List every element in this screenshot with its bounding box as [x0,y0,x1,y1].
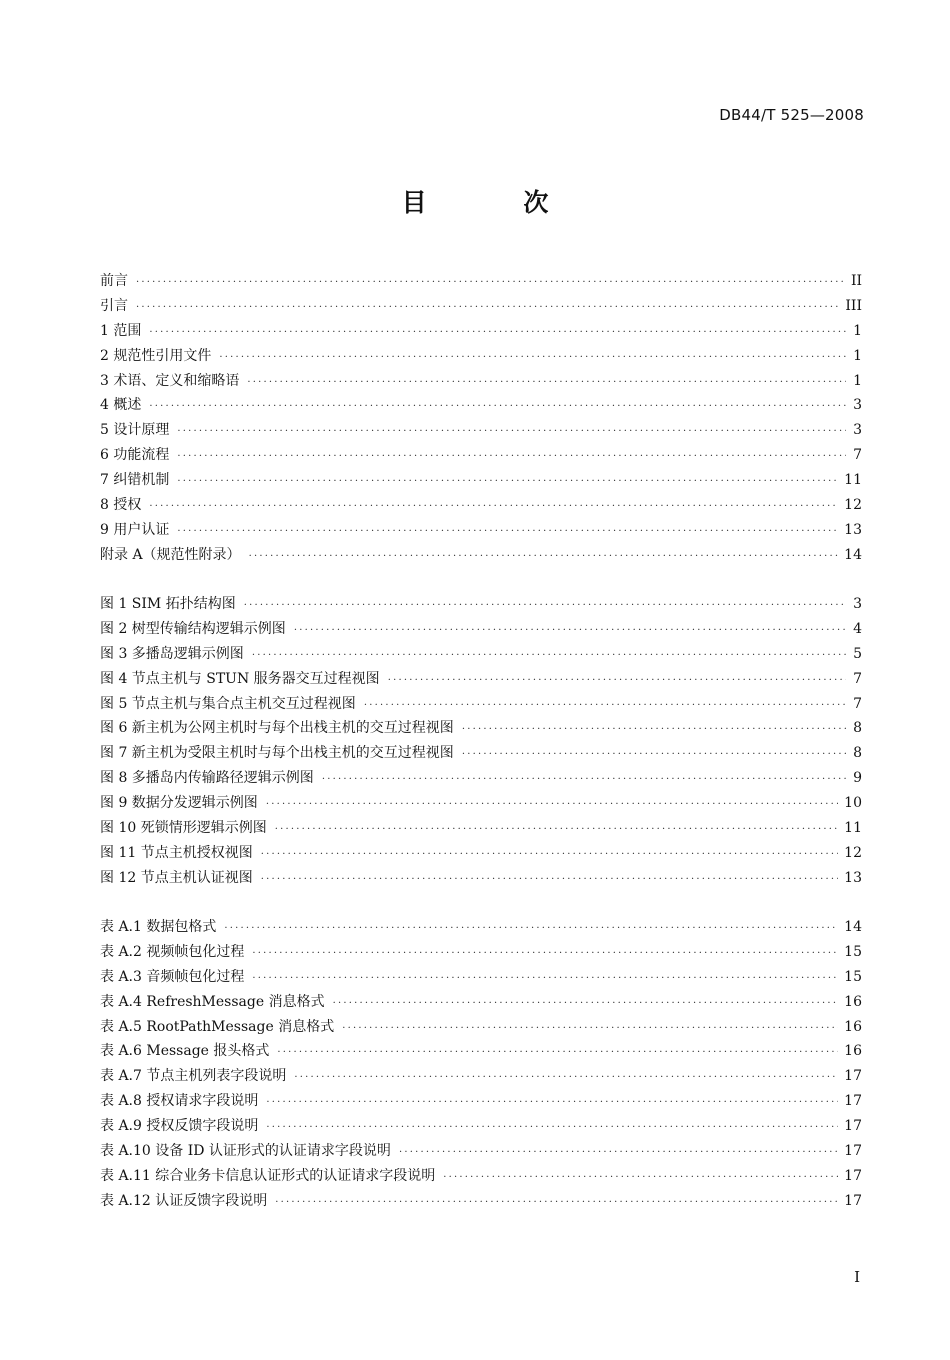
toc-dot-leader [177,445,846,470]
toc-entry-label: 前言 [100,273,128,289]
toc-dot-leader [149,495,838,520]
toc-entry-label: 图 3 多播岛逻辑示例图 [100,645,244,662]
toc-entry[interactable] [100,791,862,816]
toc-entry-page: 1 [853,322,862,339]
toc-entry-label: 表 A.12 认证反馈字段说明 [100,1192,268,1209]
toc-entry-label: 表 A.11 综合业务卡信息认证形式的认证请求字段说明 [100,1167,436,1184]
toc-entry-page: 17 [844,1143,862,1160]
toc-entry[interactable] [100,716,862,741]
toc-entry-label: 图 4 节点主机与 STUN 服务器交互过程视图 [100,670,380,687]
toc-entry[interactable] [100,269,862,294]
toc-entry-page: 3 [853,596,862,612]
toc-entry-page: 11 [844,820,862,837]
toc-entry[interactable] [100,642,862,667]
toc-entry[interactable] [100,1114,862,1139]
toc-entry-label: 表 A.5 RootPathMessage 消息格式 [100,1018,335,1035]
toc-entry[interactable] [100,965,862,990]
toc-entry-label: 附录 A（规范性附录） [100,546,241,563]
toc-entry-page: 10 [844,795,862,812]
toc-entry[interactable] [100,319,862,344]
toc-entry[interactable] [100,990,862,1015]
toc-entry-page: 17 [844,1192,862,1209]
toc-dot-leader [149,395,846,420]
toc-dot-leader [252,644,846,669]
toc-entry[interactable] [100,393,862,418]
toc-entry-page: 11 [844,472,862,489]
toc-entry[interactable] [100,1089,862,1114]
toc-dot-leader [244,594,846,619]
toc-entry-label: 表 A.3 音频帧包化过程 [100,968,245,985]
toc-main-section [100,269,862,568]
toc-entry-page: 7 [853,695,862,712]
toc-dot-leader [275,1191,838,1216]
toc-dot-leader [177,420,846,445]
toc-entry-label: 表 A.10 设备 ID 认证形式的认证请求字段说明 [100,1143,391,1160]
toc-entry[interactable] [100,468,862,493]
toc-entry-page: 1 [853,347,862,364]
toc-dot-leader [462,718,846,743]
toc-entry-page: 15 [844,968,862,985]
toc-entry-label: 6 功能流程 [100,447,170,464]
toc-entry[interactable] [100,518,862,543]
toc-entry-label: 图 10 死锁情形逻辑示例图 [100,820,267,837]
toc-entry-label: 1 范围 [100,322,142,339]
toc-entry[interactable] [100,816,862,841]
toc-entry[interactable] [100,1064,862,1089]
toc-entry-label: 表 A.8 授权请求字段说明 [100,1093,259,1110]
toc-dot-leader [443,1166,838,1191]
toc-dot-leader [266,1091,838,1116]
toc-dot-leader [219,346,846,371]
document-code: DB44/T 525—2008 [719,106,864,124]
toc-entry-page: 3 [853,422,862,439]
toc-dot-leader [399,1141,838,1166]
toc-entry-page: 16 [844,1018,862,1035]
toc-dot-leader [294,1066,838,1091]
toc-entry-label: 5 设计原理 [100,422,170,439]
toc-entry-label: 表 A.7 节点主机列表字段说明 [100,1068,287,1085]
toc-entry-page: 16 [844,993,862,1010]
toc-entry-label: 表 A.9 授权反馈字段说明 [100,1118,259,1135]
toc-entry-label: 表 A.6 Message 报头格式 [100,1043,270,1060]
toc-entry[interactable] [100,841,862,866]
toc-entry[interactable] [100,443,862,468]
toc-dot-leader [177,470,838,495]
toc-entry[interactable] [100,915,862,940]
toc-entry-label: 图 8 多播岛内传输路径逻辑示例图 [100,770,314,787]
toc-dot-leader [177,520,838,545]
toc-dot-leader [388,669,846,694]
toc-entry-label: 图 12 节点主机认证视图 [100,869,253,886]
toc-entry[interactable] [100,1189,862,1214]
toc-entry-page: 17 [844,1167,862,1184]
toc-entry-label: 图 1 SIM 拓扑结构图 [100,596,236,612]
toc-entry-label: 图 5 节点主机与集合点主机交互过程视图 [100,695,356,712]
toc-entry[interactable] [100,617,862,642]
toc-entry-page: 3 [853,397,862,414]
toc-entry[interactable] [100,766,862,791]
toc-entry-label: 8 授权 [100,497,142,514]
toc-entry-label: 图 2 树型传输结构逻辑示例图 [100,620,286,637]
toc-entry-page: 7 [853,447,862,464]
toc-entry-page: 5 [853,645,862,662]
toc-dot-leader [252,942,838,967]
toc-entry-page: 8 [853,720,862,737]
toc-entry[interactable] [100,344,862,369]
toc-dot-leader [247,371,846,396]
toc-entry-page: 9 [853,770,862,787]
toc-entry[interactable] [100,369,862,394]
toc-dot-leader [136,271,845,296]
toc-entry-page: 17 [844,1118,862,1135]
toc-entry-label: 2 规范性引用文件 [100,347,212,364]
toc-entry-label: 图 6 新主机为公网主机时与每个出栈主机的交互过程视图 [100,720,454,737]
toc-entry[interactable] [100,1139,862,1164]
toc-entry-label: 图 11 节点主机授权视图 [100,844,253,861]
toc-entry-page: II [850,273,862,289]
toc-entry-page: 1 [853,372,862,389]
toc-entry[interactable] [100,592,862,617]
toc-dot-leader [149,321,846,346]
toc-entry-page: 17 [844,1068,862,1085]
toc-entry-page: 14 [844,919,862,935]
toc-tables-section [100,915,862,1214]
toc-dot-leader [322,768,846,793]
toc-entry-label: 表 A.1 数据包格式 [100,919,217,935]
toc-entry-page: III [845,297,862,314]
toc-dot-leader [252,967,838,992]
toc-entry-page: 15 [844,943,862,960]
page-number: I [854,1268,860,1286]
toc-dot-leader [342,1017,838,1042]
toc-dot-leader [261,843,838,868]
toc-entry[interactable] [100,294,862,319]
toc-entry-label: 9 用户认证 [100,521,170,538]
toc-dot-leader [364,694,846,719]
toc-entry[interactable] [100,543,862,568]
toc-entry-label: 3 术语、定义和缩略语 [100,372,240,389]
toc-dot-leader [249,545,839,570]
toc-entry-label: 图 7 新主机为受限主机时与每个出栈主机的交互过程视图 [100,745,454,762]
toc-entry-page: 8 [853,745,862,762]
toc-entry-page: 17 [844,1093,862,1110]
toc-entry[interactable] [100,1015,862,1040]
toc-entry[interactable] [100,692,862,717]
toc-entry[interactable] [100,1164,862,1189]
toc-dot-leader [266,1116,838,1141]
page-title: 目 次 [401,188,593,217]
toc-entry[interactable] [100,741,862,766]
toc-entry[interactable] [100,940,862,965]
toc-entry-label: 引言 [100,297,128,314]
toc-entry-page: 13 [844,521,862,538]
toc-entry-page: 13 [844,869,862,886]
toc-dot-leader [333,992,839,1017]
toc-dot-leader [261,868,838,893]
toc-entry-label: 4 概述 [100,397,142,414]
toc-dot-leader [277,1041,838,1066]
toc-entry[interactable] [100,1039,862,1064]
toc-entry[interactable] [100,418,862,443]
toc-figures-section [100,592,862,891]
toc-entry-page: 16 [844,1043,862,1060]
toc-entry-label: 表 A.2 视频帧包化过程 [100,943,245,960]
toc-dot-leader [136,296,839,321]
toc-dot-leader [266,793,838,818]
toc-dot-leader [462,743,846,768]
toc-entry-page: 7 [853,670,862,687]
toc-entry-label: 7 纠错机制 [100,472,170,489]
toc-entry-label: 图 9 数据分发逻辑示例图 [100,795,258,812]
toc-entry[interactable] [100,493,862,518]
toc-entry-label: 表 A.4 RefreshMessage 消息格式 [100,993,325,1010]
toc-entry-page: 12 [844,497,862,514]
toc-entry-page: 4 [853,620,862,637]
toc-dot-leader [294,619,846,644]
toc-entry[interactable] [100,866,862,891]
toc-dot-leader [224,917,838,942]
toc-entry-page: 12 [844,844,862,861]
toc-dot-leader [275,818,838,843]
toc-entry-page: 14 [844,546,862,563]
toc-entry[interactable] [100,667,862,692]
